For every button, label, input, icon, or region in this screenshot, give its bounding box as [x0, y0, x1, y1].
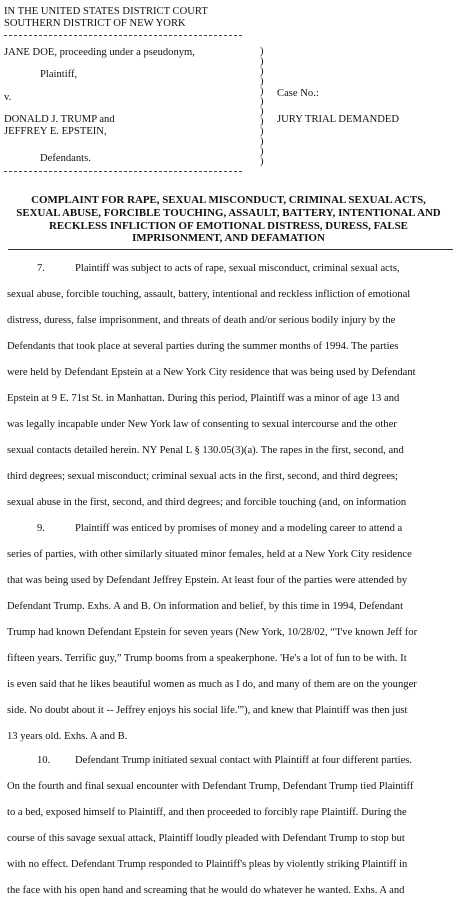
paragraph-text-line: 13 years old. Exhs. A and B.: [7, 731, 128, 742]
paragraph-text-line: sexual contacts detailed herein. NY Penal L § 130.05(3)(a). The rapes in the first, second, and: [7, 445, 404, 456]
paragraph-number: 10.: [37, 755, 51, 766]
paragraph-text-line: were held by Defendant Epstein at a New York City residence that was being used by Defendant: [7, 367, 416, 378]
defendant-2: JEFFREY E. EPSTEIN,: [4, 126, 107, 137]
title-underline: [8, 249, 453, 250]
paragraph-text-line: with no effect. Defendant Trump responded to Plaintiff's pleas by violently striking Plaintiff in: [7, 859, 408, 870]
defendant-1: DONALD J. TRUMP and: [4, 114, 115, 125]
paragraph-text-line: the face with his open hand and screaming that he would do whatever he wanted. Exhs. A and: [7, 885, 405, 896]
paragraph-text-line: sexual abuse in the first, second, and third degrees; and forcible touching (and, on information: [7, 497, 407, 508]
paragraph-text-line: Epstein at 9 E. 71st St. in Manhattan. During this period, Plaintiff was a minor of age 13 and: [7, 393, 400, 404]
paragraph-text-line: is even said that he likes beautiful women as much as I do, and many of them are on the younger: [7, 679, 417, 690]
paragraph-first-line: [7, 523, 402, 535]
paragraph-text-line: distress, duress, false imprisonment, and threats of death and/or serious bodily injury by the: [7, 315, 396, 326]
paragraph-text-line: sexual abuse, forcible touching, assault, battery, intentional and reckless infliction of emotional: [7, 289, 411, 300]
paragraph-text-line: third degrees; sexual misconduct; criminal sexual acts in the first, second, and third degrees;: [7, 471, 398, 482]
paragraph-number: 9.: [37, 523, 45, 534]
paragraph-text-line: to a bed, exposed himself to Plaintiff, and then proceeded to forcibly rape Plaintiff. During the: [7, 807, 407, 818]
caption-parentheses: ) ) ) ) ) ) ) ) ) ) ) ): [260, 46, 264, 167]
paragraph-text-line: course of this savage sexual attack, Plaintiff loudly pleaded with Defendant Trump to stop but: [7, 833, 405, 844]
plaintiff-name: JANE DOE, proceeding under a pseudonym,: [4, 47, 195, 58]
paragraph-text-line: Trump had known Defendant Epstein for seven years (New York, 10/28/02, “'I've known Jeff for: [7, 627, 418, 638]
caption-bottom-divider: [4, 171, 242, 172]
jury-trial-demand: JURY TRIAL DEMANDED: [277, 114, 400, 125]
defendants-role: Defendants.: [40, 153, 91, 164]
paragraph-text-line: Plaintiff was enticed by promises of money and a modeling career to attend a: [75, 523, 403, 534]
paragraph-text-line: was legally incapable under New York law of consenting to sexual intercourse and the other: [7, 419, 397, 430]
paragraph-text-line: series of parties, with other similarly situated minor females, held at a New York City residence: [7, 549, 412, 560]
paragraph-text-line: Defendants that took place at several parties during the summer months of 1994. The parties: [7, 341, 399, 352]
paragraph-text-line: Defendant Trump. Exhs. A and B. On information and belief, by this time in 1994, Defendant: [7, 601, 404, 612]
paragraph-number: 7.: [37, 263, 45, 274]
paragraph-first-line: [7, 755, 412, 767]
case-number-label: Case No.:: [277, 88, 319, 99]
versus-label: v.: [4, 92, 12, 103]
paragraph-text-line: side. No doubt about it -- Jeffrey enjoys his social life.'”), and knew that Plaintiff was then just: [7, 705, 408, 716]
court-name-line2: SOUTHERN DISTRICT OF NEW YORK: [4, 18, 186, 29]
paragraph-text-line: fifteen years. Terrific guy,” Trump booms from a speakerphone. 'He's a lot of fun to be with. It: [7, 653, 407, 664]
paragraph-text-line: that was being used by Defendant Jeffrey Epstein. At least four of the parties were attended by: [7, 575, 408, 586]
court-name-line1: IN THE UNITED STATES DISTRICT COURT: [4, 6, 208, 17]
complaint-title: COMPLAINT FOR RAPE, SEXUAL MISCONDUCT, CRIMINAL SEXUAL ACTS, SEXUAL ABUSE, FORCIBLE TOUCHING, ASSAULT, BATTERY, INTENTIONAL AND RECKLESS INFLICTION OF EMOTIONAL DISTRESS, DURESS, FALSE IMPRISONMENT, AND DEFAMATION: [16, 194, 441, 245]
paragraph-text-line: Plaintiff was subject to acts of rape, sexual misconduct, criminal sexual acts,: [75, 263, 400, 274]
paragraph-text-line: Defendant Trump initiated sexual contact with Plaintiff at four different parties.: [75, 755, 413, 766]
paragraph-first-line: [7, 263, 400, 275]
plaintiff-role: Plaintiff,: [40, 69, 78, 80]
paragraph-text-line: On the fourth and final sexual encounter with Defendant Trump, Defendant Trump tied Plaintiff: [7, 781, 414, 792]
caption-top-divider: [4, 35, 242, 36]
